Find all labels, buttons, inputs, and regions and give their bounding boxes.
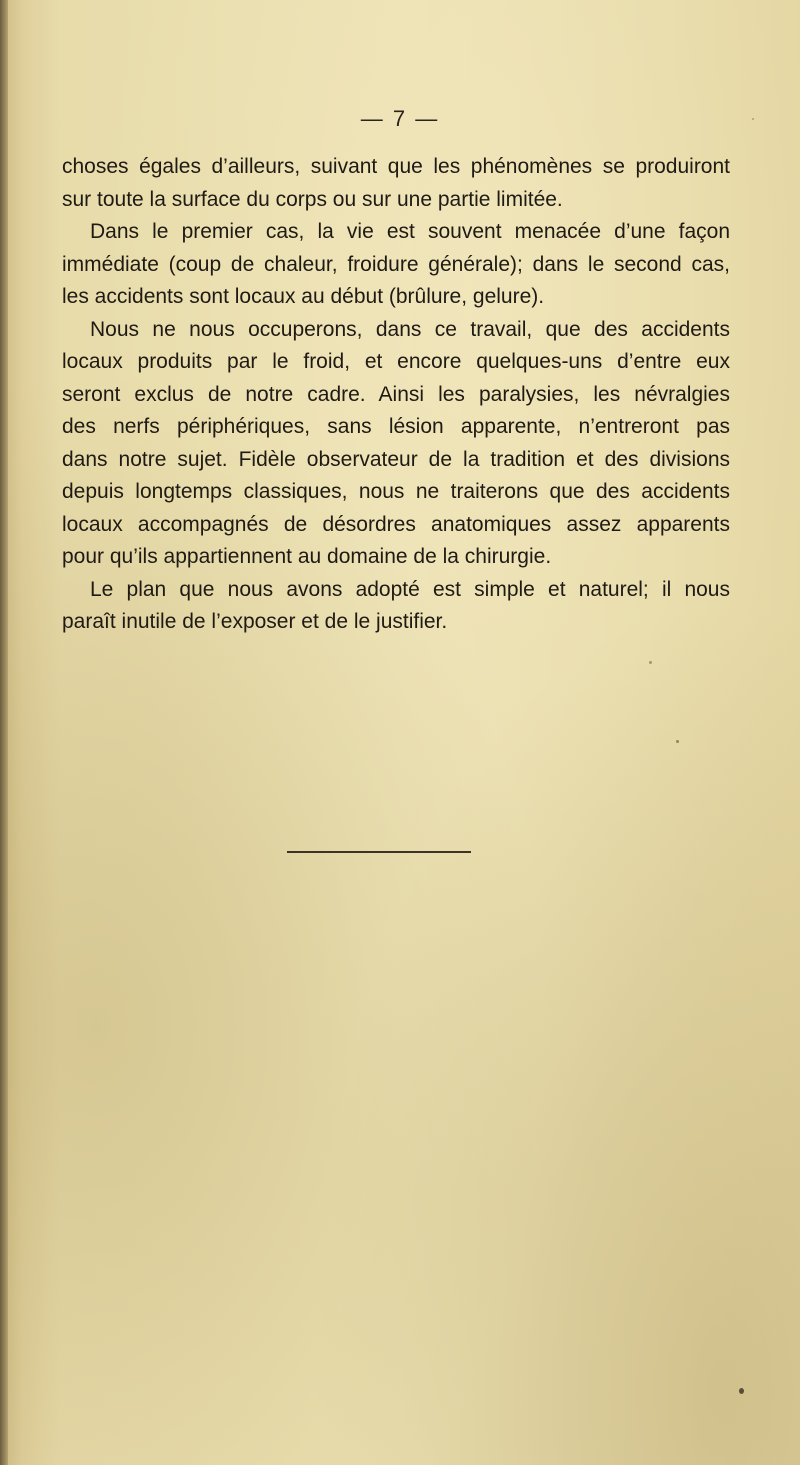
page-number: — 7 — — [360, 106, 440, 131]
text-line: Nous ne nous occuperons, dans ce travail, que des accidents — [90, 317, 730, 341]
text-line: Dans le premier cas, la vie est souvent menacée d’une façon — [90, 220, 730, 243]
paper-speck — [739, 1388, 744, 1394]
text-line: des nerfs périphériques, sans lésion apparente, n’entreront pas — [62, 415, 730, 438]
paper-speck — [676, 740, 679, 743]
text-line: dans notre sujet. Fidèle observateur de la tradition et des divisions — [62, 447, 730, 471]
text-line: choses égales d’ailleurs, suivant que les phénomènes se produiront — [62, 155, 730, 178]
text-line: Le plan que nous avons adopté est simple et naturel; il nous — [90, 577, 730, 601]
text-line: immédiate (coup de chaleur, froidure générale); dans le second cas, — [62, 252, 730, 276]
paper-speck — [649, 661, 652, 664]
paper-speck — [752, 118, 754, 120]
text-line: seront exclus de notre cadre. Ainsi les paralysies, les névralgies — [62, 382, 730, 406]
text-line: les accidents sont locaux au début (brûlure, gelure). — [62, 285, 545, 308]
page-binding-edge — [0, 0, 8, 1465]
text-line: pour qu’ils appartiennent au domaine de la chirurgie. — [62, 545, 552, 568]
text-line: locaux produits par le froid, et encore quelques-uns d’entre eux — [62, 350, 730, 373]
text-line: locaux accompagnés de désordres anatomiques assez apparents — [62, 512, 730, 536]
body-text — [62, 151, 730, 639]
text-line: paraît inutile de l’exposer et de le justifier. — [62, 610, 448, 633]
section-divider-rule — [287, 851, 471, 853]
text-line: depuis longtemps classiques, nous ne traiterons que des accidents — [62, 480, 730, 503]
text-line: sur toute la surface du corps ou sur une partie limitée. — [62, 187, 563, 211]
